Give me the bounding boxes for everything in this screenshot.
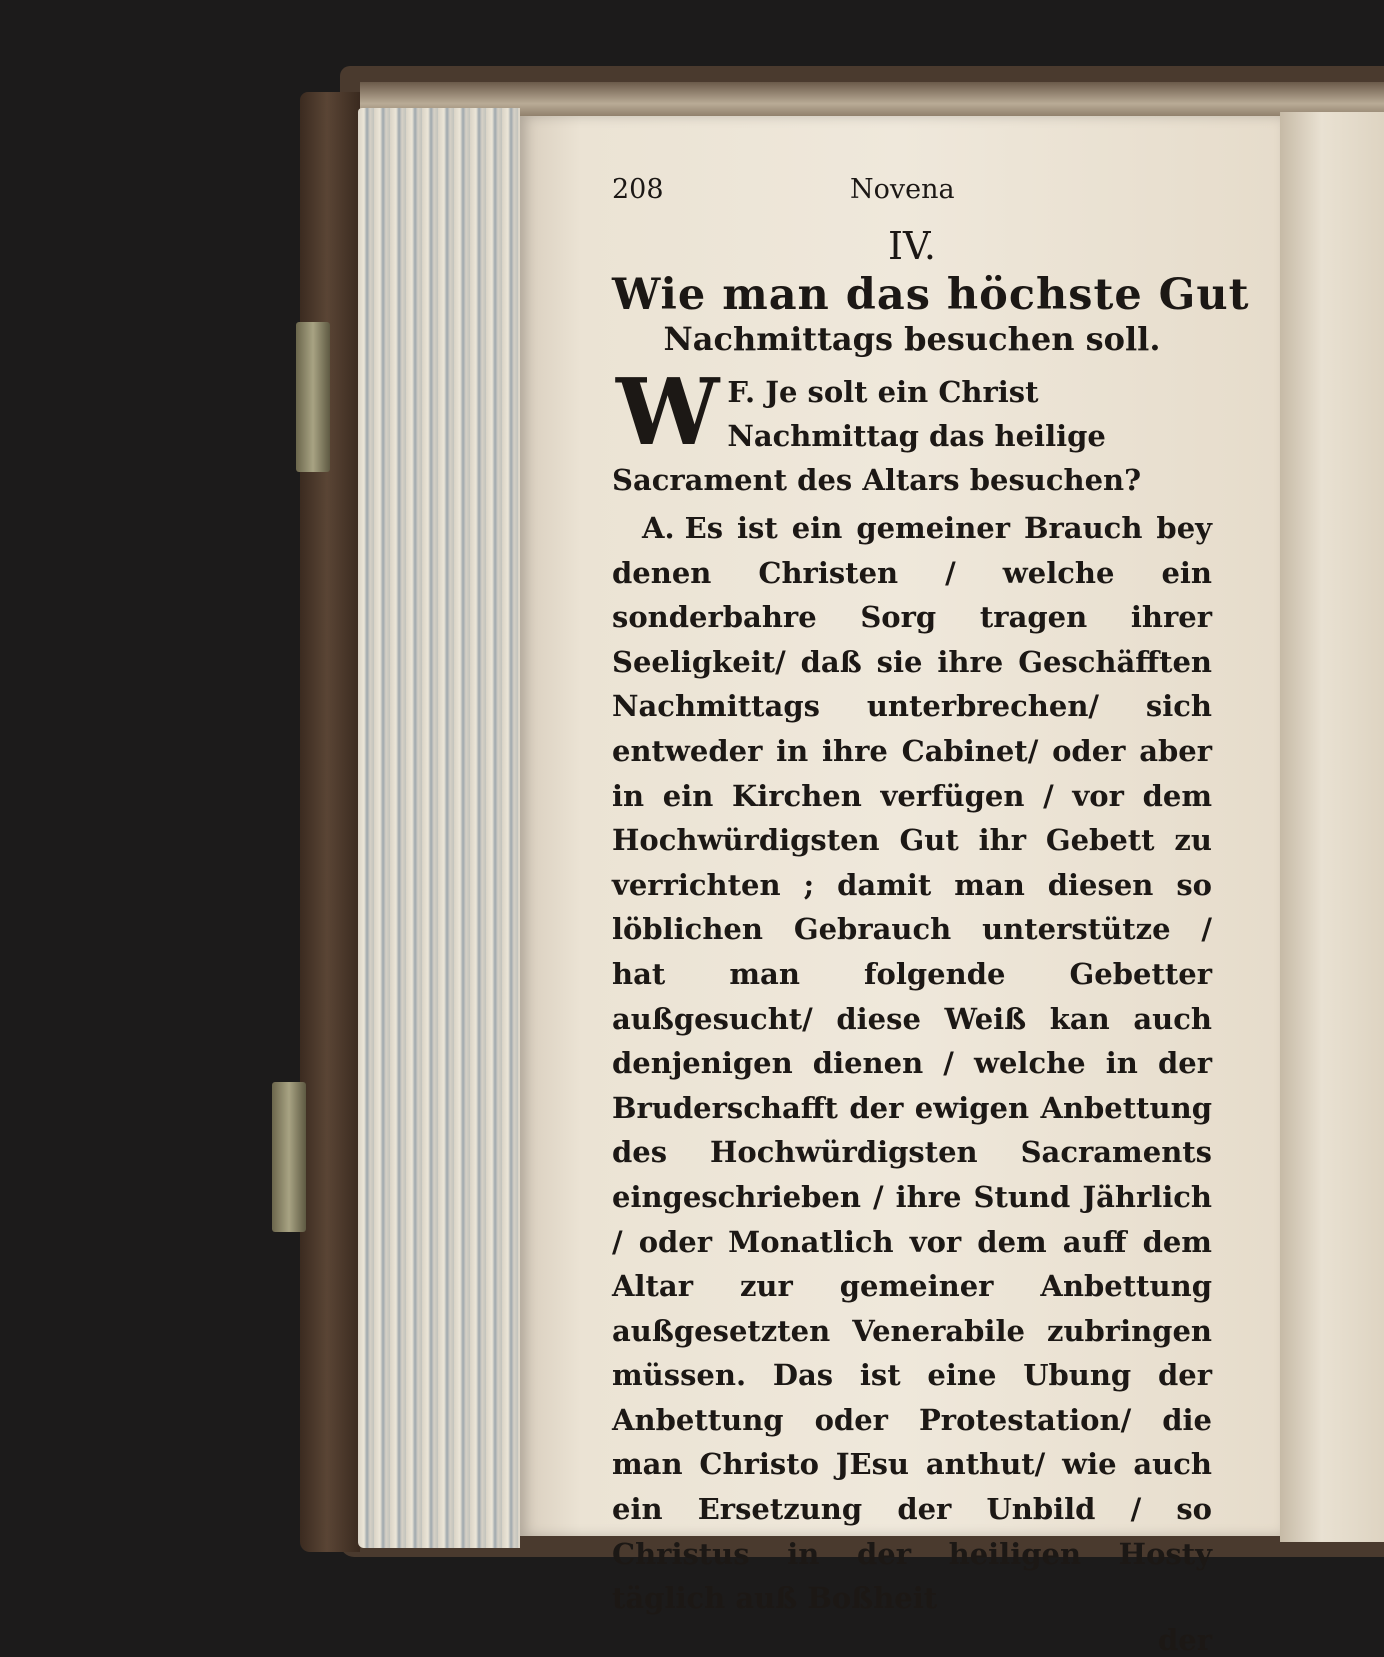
answer-marker: A. <box>642 511 675 545</box>
section-number: IV. <box>888 224 936 268</box>
chapter-title: Wie man das höchste Gut <box>612 270 1250 320</box>
page-edges <box>358 108 520 1548</box>
page-number: 208 <box>612 174 664 205</box>
drop-cap-initial: W <box>616 358 720 466</box>
clasp-hinge-top <box>296 322 330 472</box>
facing-page-edge <box>1280 112 1384 1542</box>
book-page <box>520 116 1280 1657</box>
clasp-hinge-bottom <box>272 1082 306 1232</box>
answer-paragraph <box>612 506 1212 1621</box>
running-head <box>612 174 1212 218</box>
question-paragraph <box>612 358 1212 502</box>
open-book <box>300 62 1384 1657</box>
catchword: der <box>1157 1622 1212 1657</box>
question-marker: F. <box>727 375 756 409</box>
answer-text: Es ist ein gemeiner Brauch bey denen Christen / welche ein sonderbahre Sorg tragen ihrer Seeligkeit/ daß sie ihre Geschäfften Nachmittags unterbrechen/ sich entweder in ihre Cabinet/ oder aber in ein Kirchen verfügen / vor dem Hochwürdigsten Gut ihr Gebett zu verrichten ; damit man diesen so löblichen Gebrauch unterstütze / hat man folgende Gebetter außgesucht/ diese Weiß kan auch denjenigen dienen / welche in der Bruderschafft der ewigen Anbettung des Hochwürdigsten Sacraments eingeschrieben / ihre Stund Jährlich / oder Monatlich vor dem auff dem Altar zur gemeiner Anbettung außgesetzten Venerabile zubringen müssen. Das ist eine Ubung der Anbettung oder Protestation/ die man Christo JEsu anthut/ wie auch ein Ersetzung der Unbild / so Christus in der heiligen Hosty täglich auß Boßheit <box>612 511 1212 1616</box>
running-title: Novena <box>850 174 955 205</box>
chapter-subtitle: Nachmittags besuchen soll. <box>663 320 1161 358</box>
question-text: Je solt ein Christ Nachmittag das heilige Sacrament des Altars besuchen? <box>612 375 1142 497</box>
text-block <box>612 174 1250 1657</box>
book-spine <box>300 92 360 1552</box>
